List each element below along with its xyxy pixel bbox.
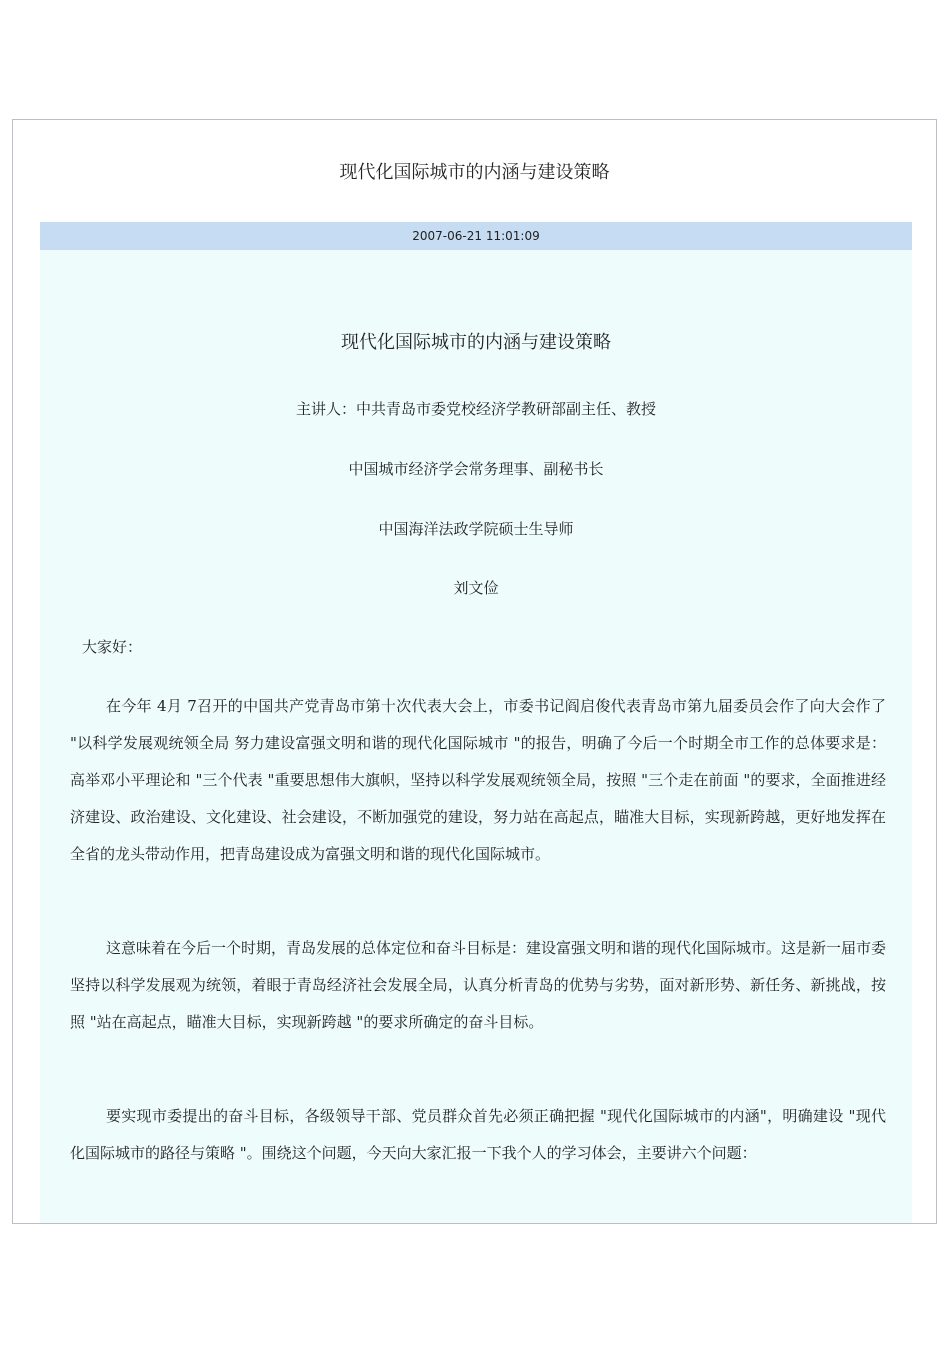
page-title: 现代化国际城市的内涵与建设策略: [339, 162, 610, 183]
paragraph: 这意味着在今后一个时期，青岛发展的总体定位和奋斗目标是：建设富强文明和谐的现代化国际城市。这是新一届市委坚持以科学发展观为统领，着眼于青岛经济社会发展全局，认真分析青岛的优势与劣势，面对新形势、新任务、新挑战，按照 "站在高起点，瞄准大目标，实现新跨越 "的要求所确定的奋斗目标。: [70, 939, 887, 1031]
speaker-title-line: 中国城市经济学会常务理事、副秘书长: [348, 460, 604, 478]
speaker-title-line: 中国海洋法政学院硕士生导师: [378, 520, 574, 538]
article-frame: [12, 119, 937, 1224]
speaker-name: 刘文俭: [453, 579, 499, 597]
paragraph: 要实现市委提出的奋斗目标，各级领导干部、党员群众首先必须正确把握 "现代化国际城市的内涵"，明确建设 "现代化国际城市的路径与策略 "。围绕这个问题，今天向大家汇报一下我个人的学习体会，主要讲六个问题：: [70, 1107, 886, 1162]
article-body: [40, 250, 912, 1223]
speaker-title-line: 主讲人：中共青岛市委党校经济学教研部副主任、教授: [295, 400, 656, 418]
article-title: 现代化国际城市的内涵与建设策略: [341, 332, 611, 353]
greeting: 大家好：: [82, 638, 143, 656]
paragraph: 在今年 4月 7召开的中国共产党青岛市第十次代表大会上，市委书记阎启俊代表青岛市第九届委员会作了向大会作了 "以科学发展观统领全局 努力建设富强文明和谐的现代化国际城市 "的报告，明确了今后一个时期全市工作的总体要求是：高举邓小平理论和 "三个代表 "重要思想伟大旗帜，坚持以科学发展观统领全局，按照 "三个走在前面 "的要求，全面推进经济建设、政治建设、文化建设、社会建设，不断加强党的建设，努力站在高起点，瞄准大目标，实现新跨越，更好地发挥在全省的龙头带动作用，把青岛建设成为富强文明和谐的现代化国际城市。: [70, 697, 886, 863]
publish-date: 2007-06-21 11:01:09: [40, 222, 912, 250]
